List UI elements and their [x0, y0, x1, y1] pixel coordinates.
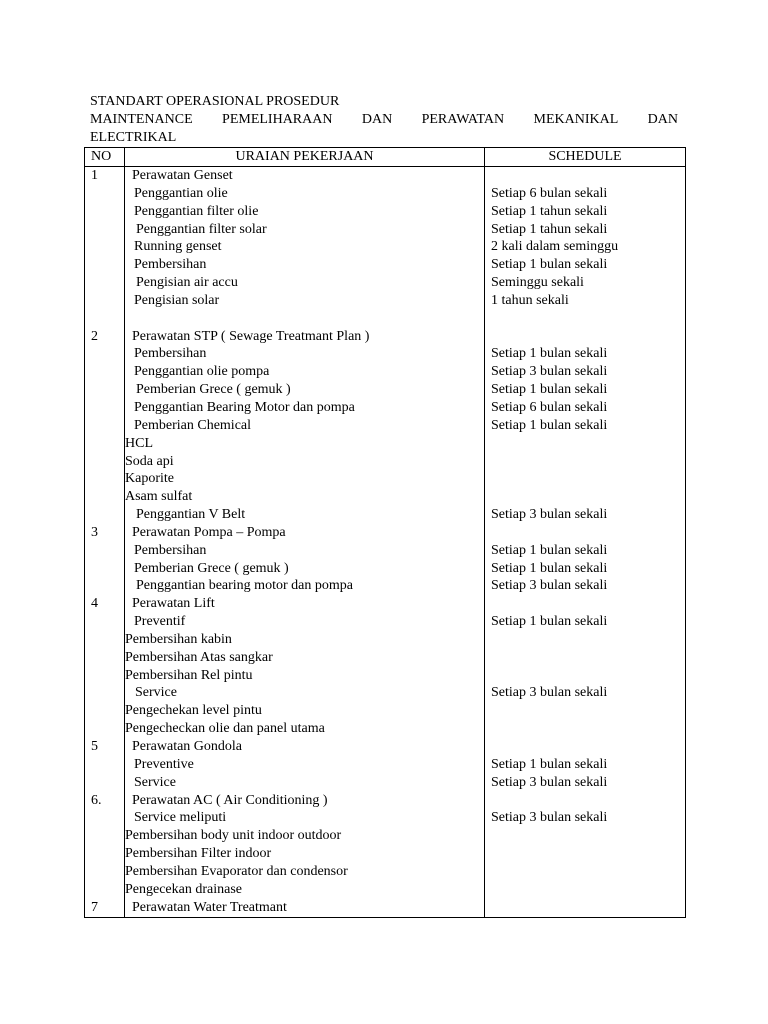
task-schedule	[485, 792, 685, 810]
task-description: Pembersihan Evaporator dan condensor	[125, 863, 348, 879]
task-description: Perawatan Water Treatmant	[132, 899, 287, 915]
document-heading	[90, 93, 678, 147]
heading-title: STANDART OPERASIONAL PROSEDUR	[90, 94, 340, 109]
row-number	[85, 238, 124, 256]
task-schedule: Setiap 1 tahun sekali	[491, 203, 608, 219]
task-description: Pembersihan body unit indoor outdoor	[125, 828, 342, 844]
task-description: Pembersihan	[134, 542, 207, 558]
task-description: Asam sulfat	[125, 489, 193, 505]
row-number: 3	[91, 524, 98, 540]
task-schedule: Setiap 6 bulan sekali	[491, 399, 608, 415]
task-schedule	[485, 167, 685, 185]
task-schedule: Setiap 3 bulan sekali	[491, 685, 608, 701]
heading-subtitle-continued: ELECTRIKAL	[90, 130, 177, 145]
heading-word: DAN	[647, 112, 678, 127]
task-description	[125, 310, 484, 328]
task-description: Penggantian bearing motor dan pompa	[136, 578, 353, 594]
row-number	[85, 274, 124, 292]
task-description: Perawatan Lift	[132, 596, 215, 612]
task-schedule: Seminggu sekali	[491, 275, 584, 291]
task-description: Perawatan Pompa – Pompa	[132, 524, 286, 540]
task-schedule: Setiap 1 bulan sekali	[491, 346, 608, 362]
row-number	[85, 488, 124, 506]
row-number: 4	[91, 596, 98, 612]
task-schedule: Setiap 3 bulan sekali	[491, 578, 608, 594]
row-number	[85, 649, 124, 667]
task-description: HCL	[125, 435, 153, 451]
task-schedule	[485, 827, 685, 845]
task-schedule: 2 kali dalam seminggu	[491, 239, 619, 255]
row-number	[85, 756, 124, 774]
task-description: Kaporite	[125, 471, 174, 487]
row-number	[85, 684, 124, 702]
task-description: Service	[134, 774, 176, 790]
task-schedule	[485, 310, 685, 328]
row-number	[85, 435, 124, 453]
task-schedule: Setiap 3 bulan sekali	[491, 364, 608, 380]
heading-word: PERAWATAN	[421, 112, 505, 127]
row-number	[85, 506, 124, 524]
row-number	[85, 399, 124, 417]
table-header-row	[85, 148, 686, 167]
task-description: Preventive	[134, 756, 194, 772]
row-number	[85, 845, 124, 863]
row-number	[85, 560, 124, 578]
row-number	[85, 667, 124, 685]
task-schedule	[485, 738, 685, 756]
row-number	[85, 827, 124, 845]
task-description: Penggantian filter solar	[136, 221, 267, 237]
task-schedule	[485, 470, 685, 488]
task-schedule	[485, 899, 685, 917]
task-schedule: Setiap 1 bulan sekali	[491, 542, 608, 558]
row-number	[85, 881, 124, 899]
row-number	[85, 577, 124, 595]
task-schedule	[485, 435, 685, 453]
row-number	[85, 774, 124, 792]
task-description: Pemberian Grece ( gemuk )	[134, 560, 289, 576]
task-schedule: Setiap 1 bulan sekali	[491, 560, 608, 576]
row-number	[85, 363, 124, 381]
task-description: Pengecekan drainase	[125, 881, 242, 897]
heading-word: PEMELIHARAAN	[222, 112, 333, 127]
task-schedule: Setiap 3 bulan sekali	[491, 774, 608, 790]
task-description: Pemberian Chemical	[134, 417, 252, 433]
row-number	[85, 453, 124, 471]
task-description: Preventif	[134, 614, 186, 630]
row-number	[85, 631, 124, 649]
task-description: Soda api	[125, 453, 174, 469]
task-schedule	[485, 863, 685, 881]
row-number	[85, 203, 124, 221]
heading-subtitle	[90, 111, 678, 129]
task-description: Perawatan AC ( Air Conditioning )	[132, 792, 328, 808]
row-number	[85, 720, 124, 738]
task-schedule	[485, 595, 685, 613]
row-number	[85, 702, 124, 720]
task-schedule	[485, 631, 685, 649]
schedule-column	[485, 167, 686, 918]
row-number	[85, 417, 124, 435]
row-number	[85, 809, 124, 827]
task-schedule: Setiap 3 bulan sekali	[491, 810, 608, 826]
task-schedule	[485, 453, 685, 471]
heading-word: MAINTENANCE	[90, 112, 193, 127]
task-description: Pembersihan	[134, 257, 207, 273]
heading-word: DAN	[361, 112, 393, 127]
row-number	[85, 292, 124, 310]
column-header-no: NO	[85, 148, 125, 167]
task-schedule	[485, 702, 685, 720]
task-description: Pembersihan	[134, 346, 207, 362]
task-description: Pembersihan kabin	[125, 631, 232, 647]
task-description: Penggantian olie pompa	[134, 364, 270, 380]
no-column	[85, 167, 125, 918]
column-header-uraian: URAIAN PEKERJAAN	[125, 148, 485, 167]
task-description: Service	[135, 685, 177, 701]
task-description: Perawatan STP ( Sewage Treatmant Plan )	[132, 328, 370, 344]
task-schedule	[485, 845, 685, 863]
row-number: 5	[91, 739, 98, 754]
table-body-row	[85, 167, 686, 918]
task-description: Pembersihan Filter indoor	[125, 846, 272, 862]
task-schedule	[485, 881, 685, 899]
row-number	[85, 256, 124, 274]
row-number: 7	[91, 899, 98, 915]
task-schedule: Setiap 1 tahun sekali	[491, 221, 608, 237]
task-description: Running genset	[134, 239, 222, 255]
task-description: Penggantian V Belt	[136, 507, 246, 523]
task-description: Pembersihan Atas sangkar	[125, 649, 273, 665]
task-schedule	[485, 649, 685, 667]
task-description: Perawatan Gondola	[132, 739, 243, 754]
row-number	[85, 863, 124, 881]
task-schedule: Setiap 6 bulan sekali	[491, 185, 608, 201]
task-schedule	[485, 488, 685, 506]
task-description: Penggantian filter olie	[134, 203, 259, 219]
task-schedule: 1 tahun sekali	[491, 292, 569, 308]
task-description: Pemberian Grece ( gemuk )	[136, 382, 291, 398]
task-schedule: Setiap 1 bulan sekali	[491, 756, 608, 772]
row-number	[85, 381, 124, 399]
task-schedule: Setiap 1 bulan sekali	[491, 417, 608, 433]
row-number	[85, 185, 124, 203]
sop-table	[84, 147, 686, 918]
row-number	[85, 542, 124, 560]
task-description: Penggantian Bearing Motor dan pompa	[134, 399, 355, 415]
task-schedule: Setiap 1 bulan sekali	[491, 382, 608, 398]
task-description: Pengisian solar	[134, 292, 220, 308]
task-description: Service meliputi	[134, 810, 227, 826]
task-schedule	[485, 328, 685, 346]
row-number: 6.	[91, 792, 102, 808]
row-number	[85, 613, 124, 631]
task-schedule	[485, 720, 685, 738]
task-schedule: Setiap 1 bulan sekali	[491, 257, 608, 273]
task-description: Penggantian olie	[134, 185, 228, 201]
row-number: 2	[91, 328, 98, 344]
task-schedule: Setiap 3 bulan sekali	[491, 507, 608, 523]
column-header-schedule: SCHEDULE	[485, 148, 686, 167]
task-description: Pengecheckan olie dan panel utama	[125, 721, 325, 737]
uraian-column	[125, 167, 485, 918]
task-description: Perawatan Genset	[132, 168, 233, 183]
task-schedule: Setiap 1 bulan sekali	[491, 614, 608, 630]
task-description: Pengechekan level pintu	[125, 703, 262, 719]
task-description: Pengisian air accu	[136, 275, 238, 291]
task-schedule	[485, 667, 685, 685]
row-number	[85, 221, 124, 239]
row-number	[85, 345, 124, 363]
row-number	[85, 470, 124, 488]
task-description: Pembersihan Rel pintu	[125, 667, 253, 683]
row-number: 1	[91, 168, 98, 183]
task-schedule	[485, 524, 685, 542]
row-number	[85, 310, 124, 328]
heading-word: MEKANIKAL	[533, 112, 619, 127]
